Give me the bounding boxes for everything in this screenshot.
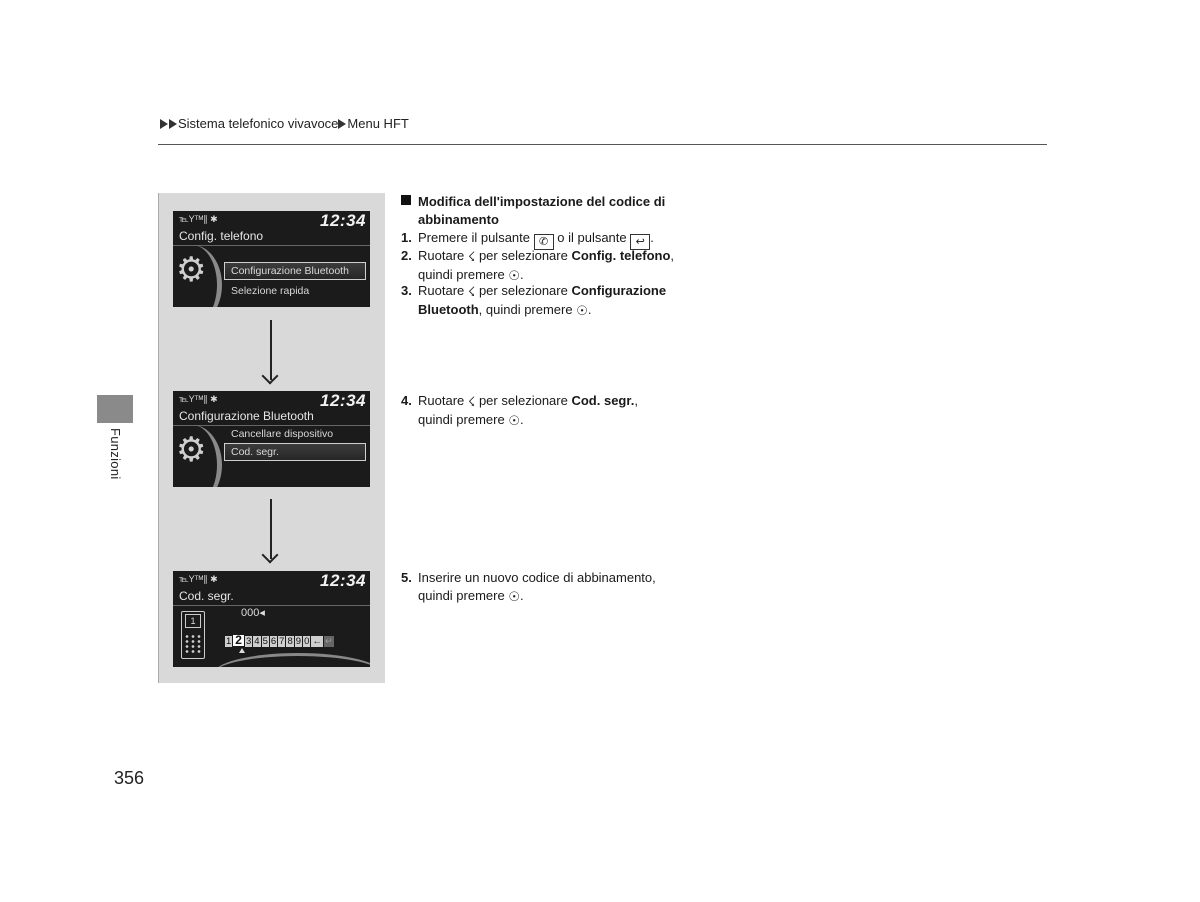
gear-icon: ⚙: [176, 251, 207, 289]
screen-config-telefono: [173, 211, 370, 307]
selector-press-icon: ☉: [508, 413, 520, 428]
phone-display: 1: [185, 614, 201, 628]
keypad-dots: [184, 634, 202, 654]
selection-marker-icon: [239, 648, 245, 653]
breadcrumb-section[interactable]: Sistema telefonico vivavoce: [178, 116, 339, 131]
digit-key-selected[interactable]: 2: [235, 633, 242, 647]
digit-selector: [225, 635, 335, 647]
digit-key[interactable]: 4: [254, 636, 260, 647]
screen-title: Configurazione Bluetooth: [179, 409, 314, 423]
status-icons: ℡Yᵀᴹ∥ ✱: [179, 214, 218, 224]
step-5: 5. Inserire un nuovo codice di abbinamento, quindi premere ☉.: [401, 570, 656, 604]
breadcrumb: [160, 116, 409, 131]
backspace-key[interactable]: ←: [312, 636, 322, 647]
selector-press-icon: ☉: [508, 589, 520, 604]
step-1: 1. Premere il pulsante ✆ o il pulsante ↩ .: [401, 230, 654, 248]
status-icons: ℡Yᵀᴹ∥ ✱: [179, 574, 218, 584]
selector-knob-icon: ☇: [467, 394, 476, 409]
digit-key[interactable]: 9: [295, 636, 302, 647]
arrow-down-icon: [270, 499, 272, 559]
chapter-tab: [97, 395, 133, 423]
page-number: 356: [114, 768, 145, 788]
menu-item-configurazione-bluetooth[interactable]: Configurazione Bluetooth: [224, 262, 366, 280]
clock: 12:34: [320, 391, 366, 410]
menu-item-cancellare-dispositivo[interactable]: Cancellare dispositivo: [231, 428, 334, 440]
screen-cod-segr: [173, 571, 370, 667]
enter-key[interactable]: ↵: [324, 636, 333, 647]
dial-arc: [213, 653, 370, 667]
digit-key[interactable]: 0: [304, 636, 310, 647]
digit-key[interactable]: 8: [287, 636, 293, 647]
phone-back-icon: ↩: [630, 234, 650, 250]
screen-title: Config. telefono: [179, 229, 264, 243]
arrow-down-icon: [270, 320, 272, 380]
screen-title: Cod. segr.: [179, 589, 234, 603]
clock: 12:34: [320, 571, 366, 590]
selector-press-icon: ☉: [508, 268, 520, 283]
bullet-square-icon: [401, 195, 411, 205]
figure-panel: [158, 193, 385, 683]
menu-item-selezione-rapida[interactable]: Selezione rapida: [231, 285, 310, 297]
digit-key[interactable]: 1: [226, 636, 232, 647]
step-3: 3. Ruotare ☇ per selezionare Configurazione Bluetooth, quindi premere ☉.: [401, 283, 667, 318]
clock: 12:34: [320, 211, 366, 230]
breadcrumb-arrow-icon: [160, 119, 168, 129]
header-rule: [158, 144, 1047, 145]
digit-key[interactable]: 6: [270, 636, 277, 647]
digit-key[interactable]: 5: [262, 636, 268, 647]
section-heading: Modifica dell'impostazione del codice di abbinamento: [401, 193, 718, 229]
gear-icon: ⚙: [176, 431, 207, 469]
selector-press-icon: ☉: [576, 303, 588, 318]
screen-configurazione-bluetooth: [173, 391, 370, 487]
step-4: 4. Ruotare ☇ per selezionare Cod. segr., quindi premere ☉.: [401, 393, 638, 428]
phone-pickup-icon: ✆: [534, 234, 554, 250]
status-icons: ℡Yᵀᴹ∥ ✱: [179, 394, 218, 404]
code-entry: 000◂: [241, 607, 265, 619]
selector-knob-icon: ☇: [467, 284, 476, 299]
divider: [173, 605, 370, 606]
cell-phone-icon: [181, 611, 205, 659]
digit-key[interactable]: 3: [245, 636, 252, 647]
chapter-label: Funzioni: [108, 428, 123, 480]
step-2: 2. Ruotare ☇ per selezionare Config. telefono, quindi premere ☉.: [401, 248, 675, 283]
menu-item-cod-segr[interactable]: Cod. segr.: [224, 443, 366, 461]
breadcrumb-current[interactable]: Menu HFT: [347, 116, 409, 131]
selector-knob-icon: ☇: [467, 249, 476, 264]
digit-key[interactable]: 7: [279, 636, 285, 647]
breadcrumb-arrow-icon: [169, 119, 177, 129]
breadcrumb-arrow-icon: [338, 119, 346, 129]
divider: [173, 245, 370, 246]
divider: [173, 425, 370, 426]
